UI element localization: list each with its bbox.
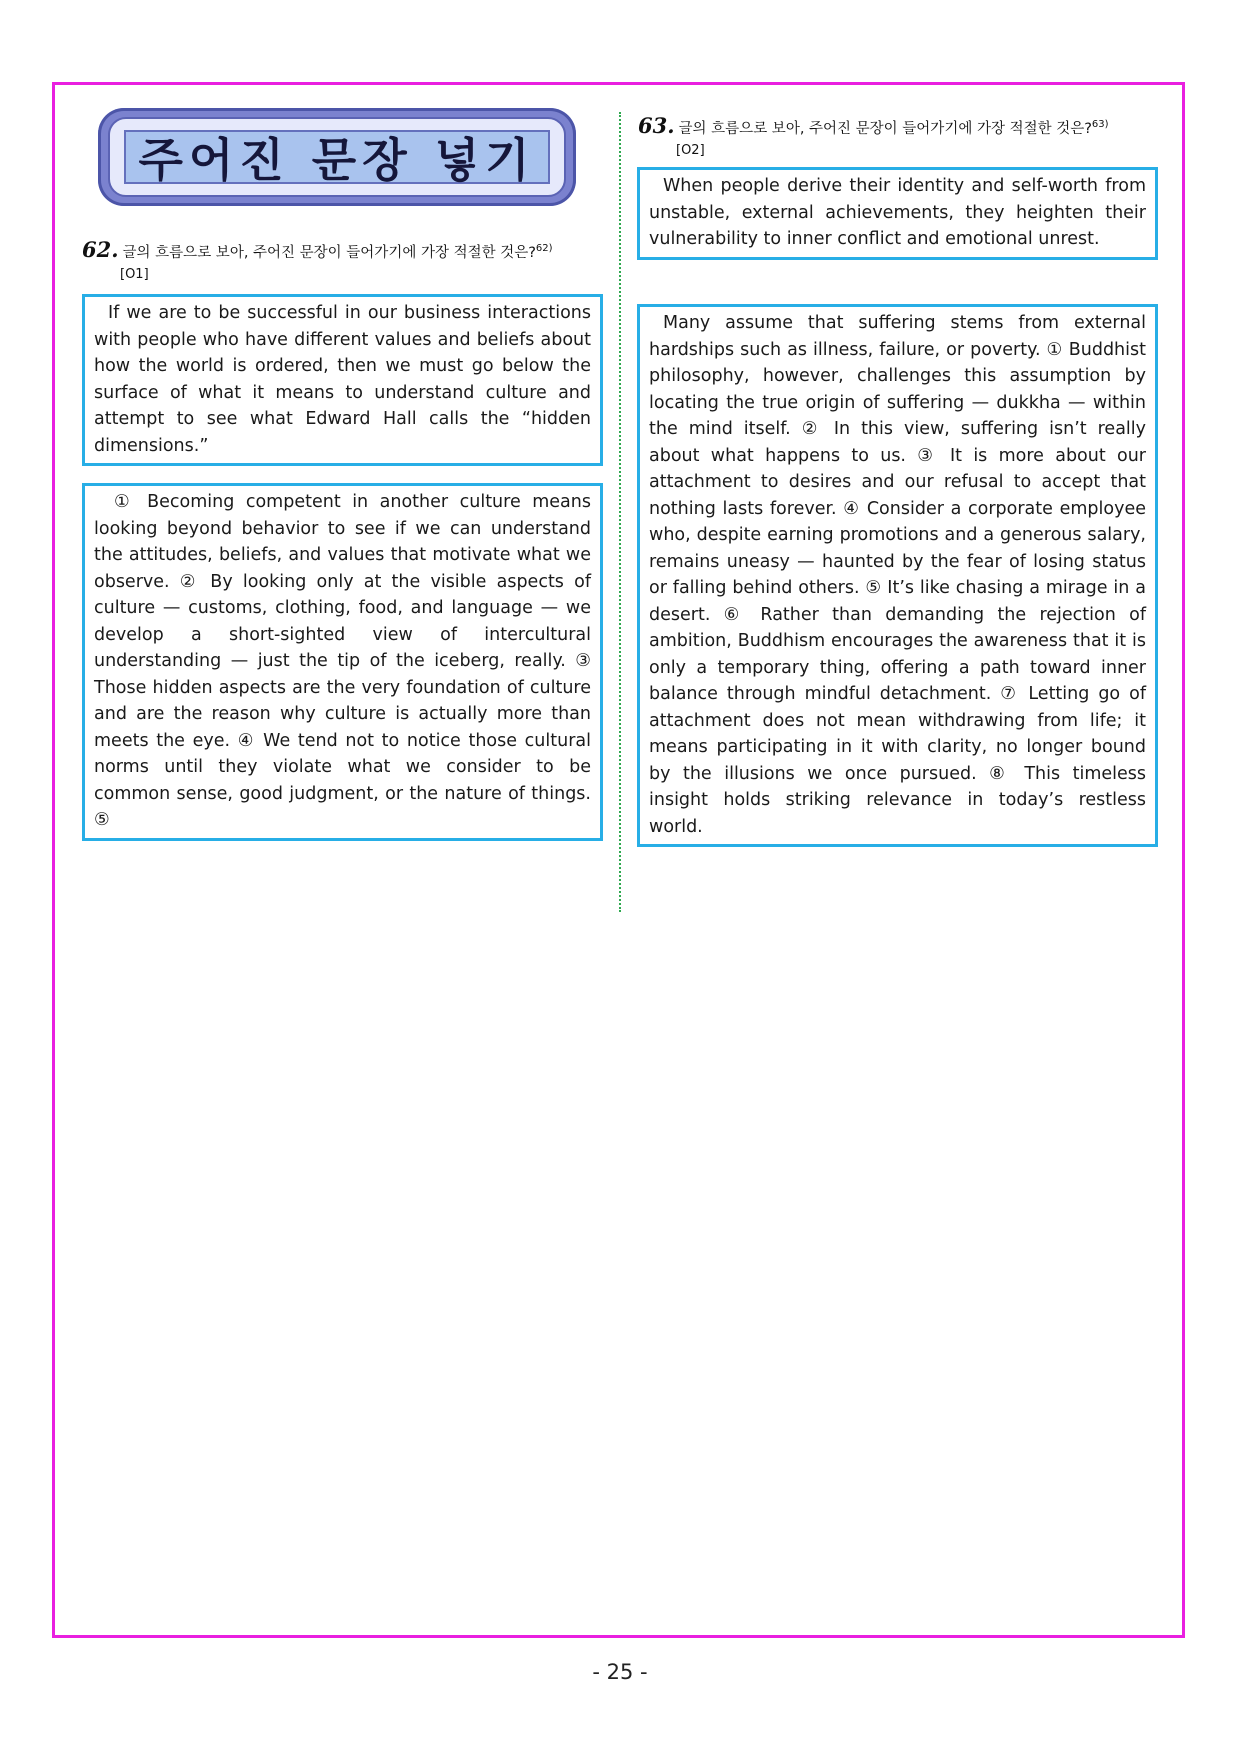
question-number: 62. xyxy=(82,236,119,262)
passage-box-63 xyxy=(637,304,1158,847)
question-prompt: 글의 흐름으로 보아, 주어진 문장이 들어가기에 가장 적절한 것은? xyxy=(678,120,1092,137)
footnote-ref: 63) xyxy=(1091,119,1109,130)
given-sentence-box-63 xyxy=(637,167,1158,260)
question-code: [O1] xyxy=(120,266,149,282)
title-banner xyxy=(98,108,576,206)
given-sentence: If we are to be successful in our business interactions with people who have different values and beliefs about how the world is ordered, then we must go below the surface of what it means to understand culture and attempt to see what Edward Hall calls the “hidden dimensions.” xyxy=(94,303,591,456)
passage-text: Many assume that suffering stems from external hardships such as illness, failure, or poverty. ① Buddhist philosophy, however, challenges this assumption by locating the true origin of suffering — dukkha — within the mind itself. ② In this view, suffering isn’t really about what happens to us. ③ It is more about our attachment to desires and our refusal to accept that nothing lasts forever. ④ Consider a corporate employee who, despite earning promotions and a generous salary, remains uneasy — haunted by the fear of losing status or falling behind others. ⑤ It’s like chasing a mirage in a desert. ⑥ Rather than demanding the rejection of ambition, Buddhism encourages the awareness that it is only a temporary thing, offering a path toward inner balance through mindful detachment. ⑦ Letting go of attachment does not mean withdrawing from life; it means participating in it with clarity, no longer bound by the illusions we once pursued. ⑧ This timeless insight holds striking relevance in today’s restless world. xyxy=(649,313,1146,837)
passage-text: ① Becoming competent in another culture means looking beyond behavior to see if we can understand the attitudes, beliefs, and values that motivate what we observe. ② By looking only at the visible aspects of culture — customs, clothing, food, and language — we develop a short-sighted view of intercultural understanding — just the tip of the iceberg, really. ③ Those hidden aspects are the very foundation of culture and are the reason why culture is actually more than meets the eye. ④ We tend not to notice those cultural norms until they violate what we consider to be common sense, good judgment, or the nature of things. ⑤ xyxy=(94,492,591,830)
footnote-ref: 62) xyxy=(535,243,553,254)
given-sentence: When people derive their identity and self-worth from unstable, external achievements, they heighten their vulnerability to inner conflict and emotional unrest. xyxy=(649,176,1146,249)
question-code: [O2] xyxy=(676,142,705,158)
question-prompt: 글의 흐름으로 보아, 주어진 문장이 들어가기에 가장 적절한 것은? xyxy=(122,244,536,261)
given-sentence-box-62 xyxy=(82,294,603,466)
question-62-header xyxy=(82,238,612,285)
column-divider xyxy=(619,112,621,912)
page-title: 주어진 문장 넣기 xyxy=(138,133,536,187)
page-number: - 25 - xyxy=(592,1660,648,1684)
question-63-header xyxy=(638,114,1178,161)
question-number: 63. xyxy=(638,112,675,138)
passage-box-62 xyxy=(82,483,603,841)
